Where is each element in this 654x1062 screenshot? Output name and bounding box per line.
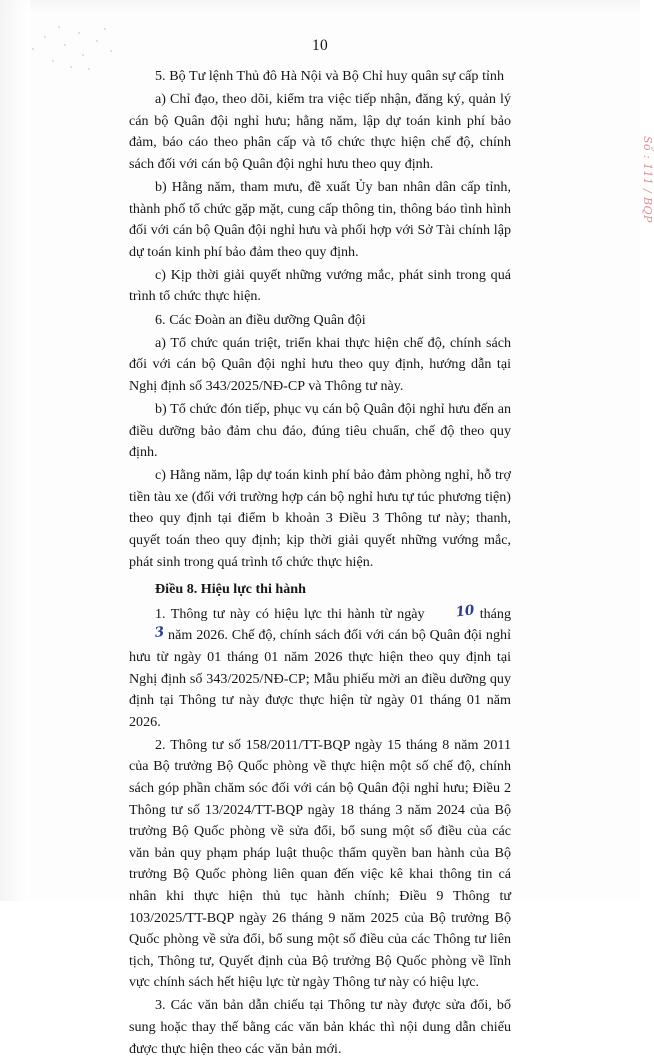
page-number: 10 bbox=[312, 37, 328, 54]
paragraph-section-6-a: a) Tổ chức quán triệt, triển khai thực hiện chế độ, chính sách đối với cán bộ Quân đội nghỉ hưu theo quy định, hướng dẫn tại Nghị định số 343/2025/NĐ-CP và Thông tư này. bbox=[129, 334, 511, 394]
paragraph-section-5-b: b) Hằng năm, tham mưu, đề xuất Ủy ban nhân dân cấp tỉnh, thành phố tổ chức gặp mặt, cung cấp thông tin, thông báo tình hình đối với cán bộ Quân đội nghỉ hưu và phối hợp với Sở Tài chính lập dự toán kinh phí bảo đảm theo quy định. bbox=[129, 178, 511, 260]
handwritten-ink-value-3: 3 bbox=[153, 624, 165, 642]
body-content-column bbox=[129, 66, 511, 1062]
paragraph-section-6-c: c) Hằng năm, lập dự toán kinh phí bảo đảm phòng nghỉ, hỗ trợ tiền tàu xe (đối với trường hợp cán bộ nghỉ hưu tự túc phương tiện) theo quy định tại điểm b khoản 3 Điều 3 Thông tư này; thanh, quyết toán theo quy định; kịp thời giải quyết những vướng mắc, phát sinh trong quá trình tổ chức thực hiện. bbox=[129, 467, 511, 570]
handwritten-margin-note: Số : 111 / BQP bbox=[641, 136, 654, 223]
paragraph-section-6-b: b) Tổ chức đón tiếp, phục vụ cán bộ Quân đội nghỉ hưu đến an điều dưỡng bảo đảm chu đáo, đúng tiêu chuẩn, chế độ theo quy định. bbox=[129, 400, 511, 461]
paragraph-dieu-8-item-1: 1. Thông tư này có hiệu lực thi hành từ ngày 10 tháng 3 năm 2026. Chế độ, chính sách đối với cán bộ Quân đội nghỉ hưu từ ngày 01 tháng 01 năm 2026 thực hiện theo quy định tại Nghị định số 343/2025/NĐ-CP; Mẫu phiếu mời an điều dưỡng quy định tại Thông tư này được thực hiện từ ngày 01 tháng 01 năm 2026. bbox=[129, 602, 512, 730]
paragraph-section-5-heading: 5. Bộ Tư lệnh Thủ đô Hà Nội và Bộ Chỉ huy quân sự cấp tỉnh bbox=[155, 68, 504, 84]
paragraph-section-5-c: c) Kịp thời giải quyết những vướng mắc, phát sinh trong quá trình tổ chức thực hiện. bbox=[129, 266, 511, 305]
paragraph-dieu-8-item-3: 3. Các văn bản dẫn chiếu tại Thông tư này được sửa đổi, bổ sung hoặc thay thế bằng các văn bản khác thì nội dung dẫn chiếu được thực hiện theo các văn bản mới. bbox=[129, 997, 511, 1057]
paragraph-dieu-8-item-2: 2. Thông tư số 158/2011/TT-BQP ngày 15 tháng 8 năm 2011 của Bộ trưởng Bộ Quốc phòng về thực hiện một số chế độ, chính sách góp phần chăm sóc đối với cán bộ Quân đội nghỉ hưu; Điều 2 Thông tư số 13/2024/TT-BQP ngày 18 tháng 3 năm 2024 của Bộ trưởng Bộ Quốc phòng về sửa đổi, bổ sung một số điều của các văn bản quy phạm pháp luật thuộc thẩm quyền ban hành của Bộ trưởng Bộ Quốc phòng liên quan đến việc kê khai thông tin cá nhân khi thực hiện thủ tục hành chính; Điều 9 Thông tư 103/2025/TT-BQP ngày 26 tháng 9 năm 2025 của Bộ trưởng Bộ Quốc phòng về sửa đổi, bổ sung một số điều của các Thông tư liên tịch, Thông tư, Quyết định của Bộ trưởng Bộ Quốc phòng về lĩnh vực chính sách hết hiệu lực từ ngày Thông tư này có hiệu lực. bbox=[129, 736, 511, 991]
handwritten-ink-value-1: 10 bbox=[454, 602, 475, 621]
paragraph-section-5-a: a) Chỉ đạo, theo dõi, kiểm tra việc tiếp nhận, đăng ký, quản lý cán bộ Quân đội nghỉ hưu; hằng năm, lập dự toán kinh phí bảo đảm, báo cáo theo phân cấp và tổ chức thực hiện chế độ, chính sách đối với cán bộ Quân đội nghỉ hưu theo quy định. bbox=[129, 91, 511, 172]
paragraph-section-6-heading: 6. Các Đoàn an điều dưỡng Quân đội bbox=[155, 311, 366, 328]
heading-dieu-8: Điều 8. Hiệu lực thi hành bbox=[155, 581, 306, 598]
